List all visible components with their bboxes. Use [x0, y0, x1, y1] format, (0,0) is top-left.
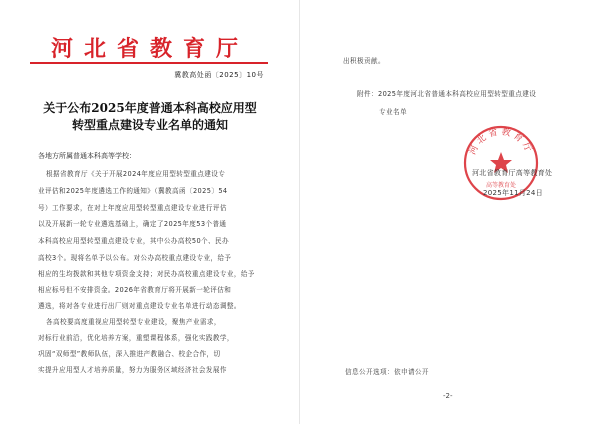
body-line: 相应的生均拨款和其他专项资金支持；对民办高校重点建设专业，给予	[38, 270, 255, 278]
doc-title-line-2: 转型重点建设专业名单的通知	[71, 118, 228, 132]
attachment-line-2: 专业名单	[379, 108, 407, 116]
body-line: 根据省教育厅《关于开展2024年度应用型转型重点建设专	[46, 170, 226, 178]
body-line: 以及开展新一轮专业遴选基础上，确定了2025年度53个普通	[38, 220, 227, 228]
body-line: 相应标号但不安排资金。2026年省教育厅将开展新一轮评估和	[38, 286, 232, 294]
body-line: 遴选，将对各专业进行出厂则对重点建设专业名单进行动态调整。	[38, 302, 241, 310]
signature-org: 河北省教育厅高等教育处	[472, 169, 553, 177]
signature-date: 2025年11月24日	[483, 189, 543, 197]
red-divider	[30, 62, 268, 64]
body-line: 业评估和2025年度遴选工作的通知》（冀教高函〔2025〕54	[38, 187, 228, 195]
body-line: 各高校要高度重视应用型转型专业建设，聚焦产业需求，	[46, 318, 221, 326]
doc-title-line-1: 关于公布2025年度普通本科高校应用型	[43, 101, 257, 115]
body-line: 巩固“双师型”教师队伍，深入推进产教融合、校企合作，切	[38, 350, 221, 358]
disclosure-option: 信息公开选项：依申请公开	[345, 368, 429, 376]
org-title: 河北省教育厅	[50, 36, 249, 62]
body-line: 号）工作要求，在对上年度应用型转型重点建设专业进行评估	[38, 204, 227, 212]
attachment-line-1: 附件：2025年度河北省普通本科高校应用型转型重点建设	[357, 90, 537, 98]
body-line: 实提升应用型人才培养质量，努力为服务区域经济社会发展作	[38, 366, 227, 374]
svg-text:河北省教育厅: 河北省教育厅	[467, 127, 535, 157]
doc-number: 冀教高处函〔2025〕10号	[174, 71, 264, 79]
page-number: -2-	[443, 392, 453, 400]
body-line: 高校3个。现将名单予以公布。对公办高校重点建设专业，给予	[38, 254, 232, 262]
addressee: 各地方所属普通本科高等学校：	[38, 152, 136, 160]
continuation-text: 出积极贡献。	[343, 57, 385, 65]
body-line: 本科高校应用型转型重点建设专业，其中公办高校50个、民办	[38, 237, 230, 245]
svg-text:高等教育处: 高等教育处	[485, 182, 517, 189]
body-line: 对标行业前沿，优化培养方案，重塑课程体系，强化实践教学，	[38, 334, 234, 342]
